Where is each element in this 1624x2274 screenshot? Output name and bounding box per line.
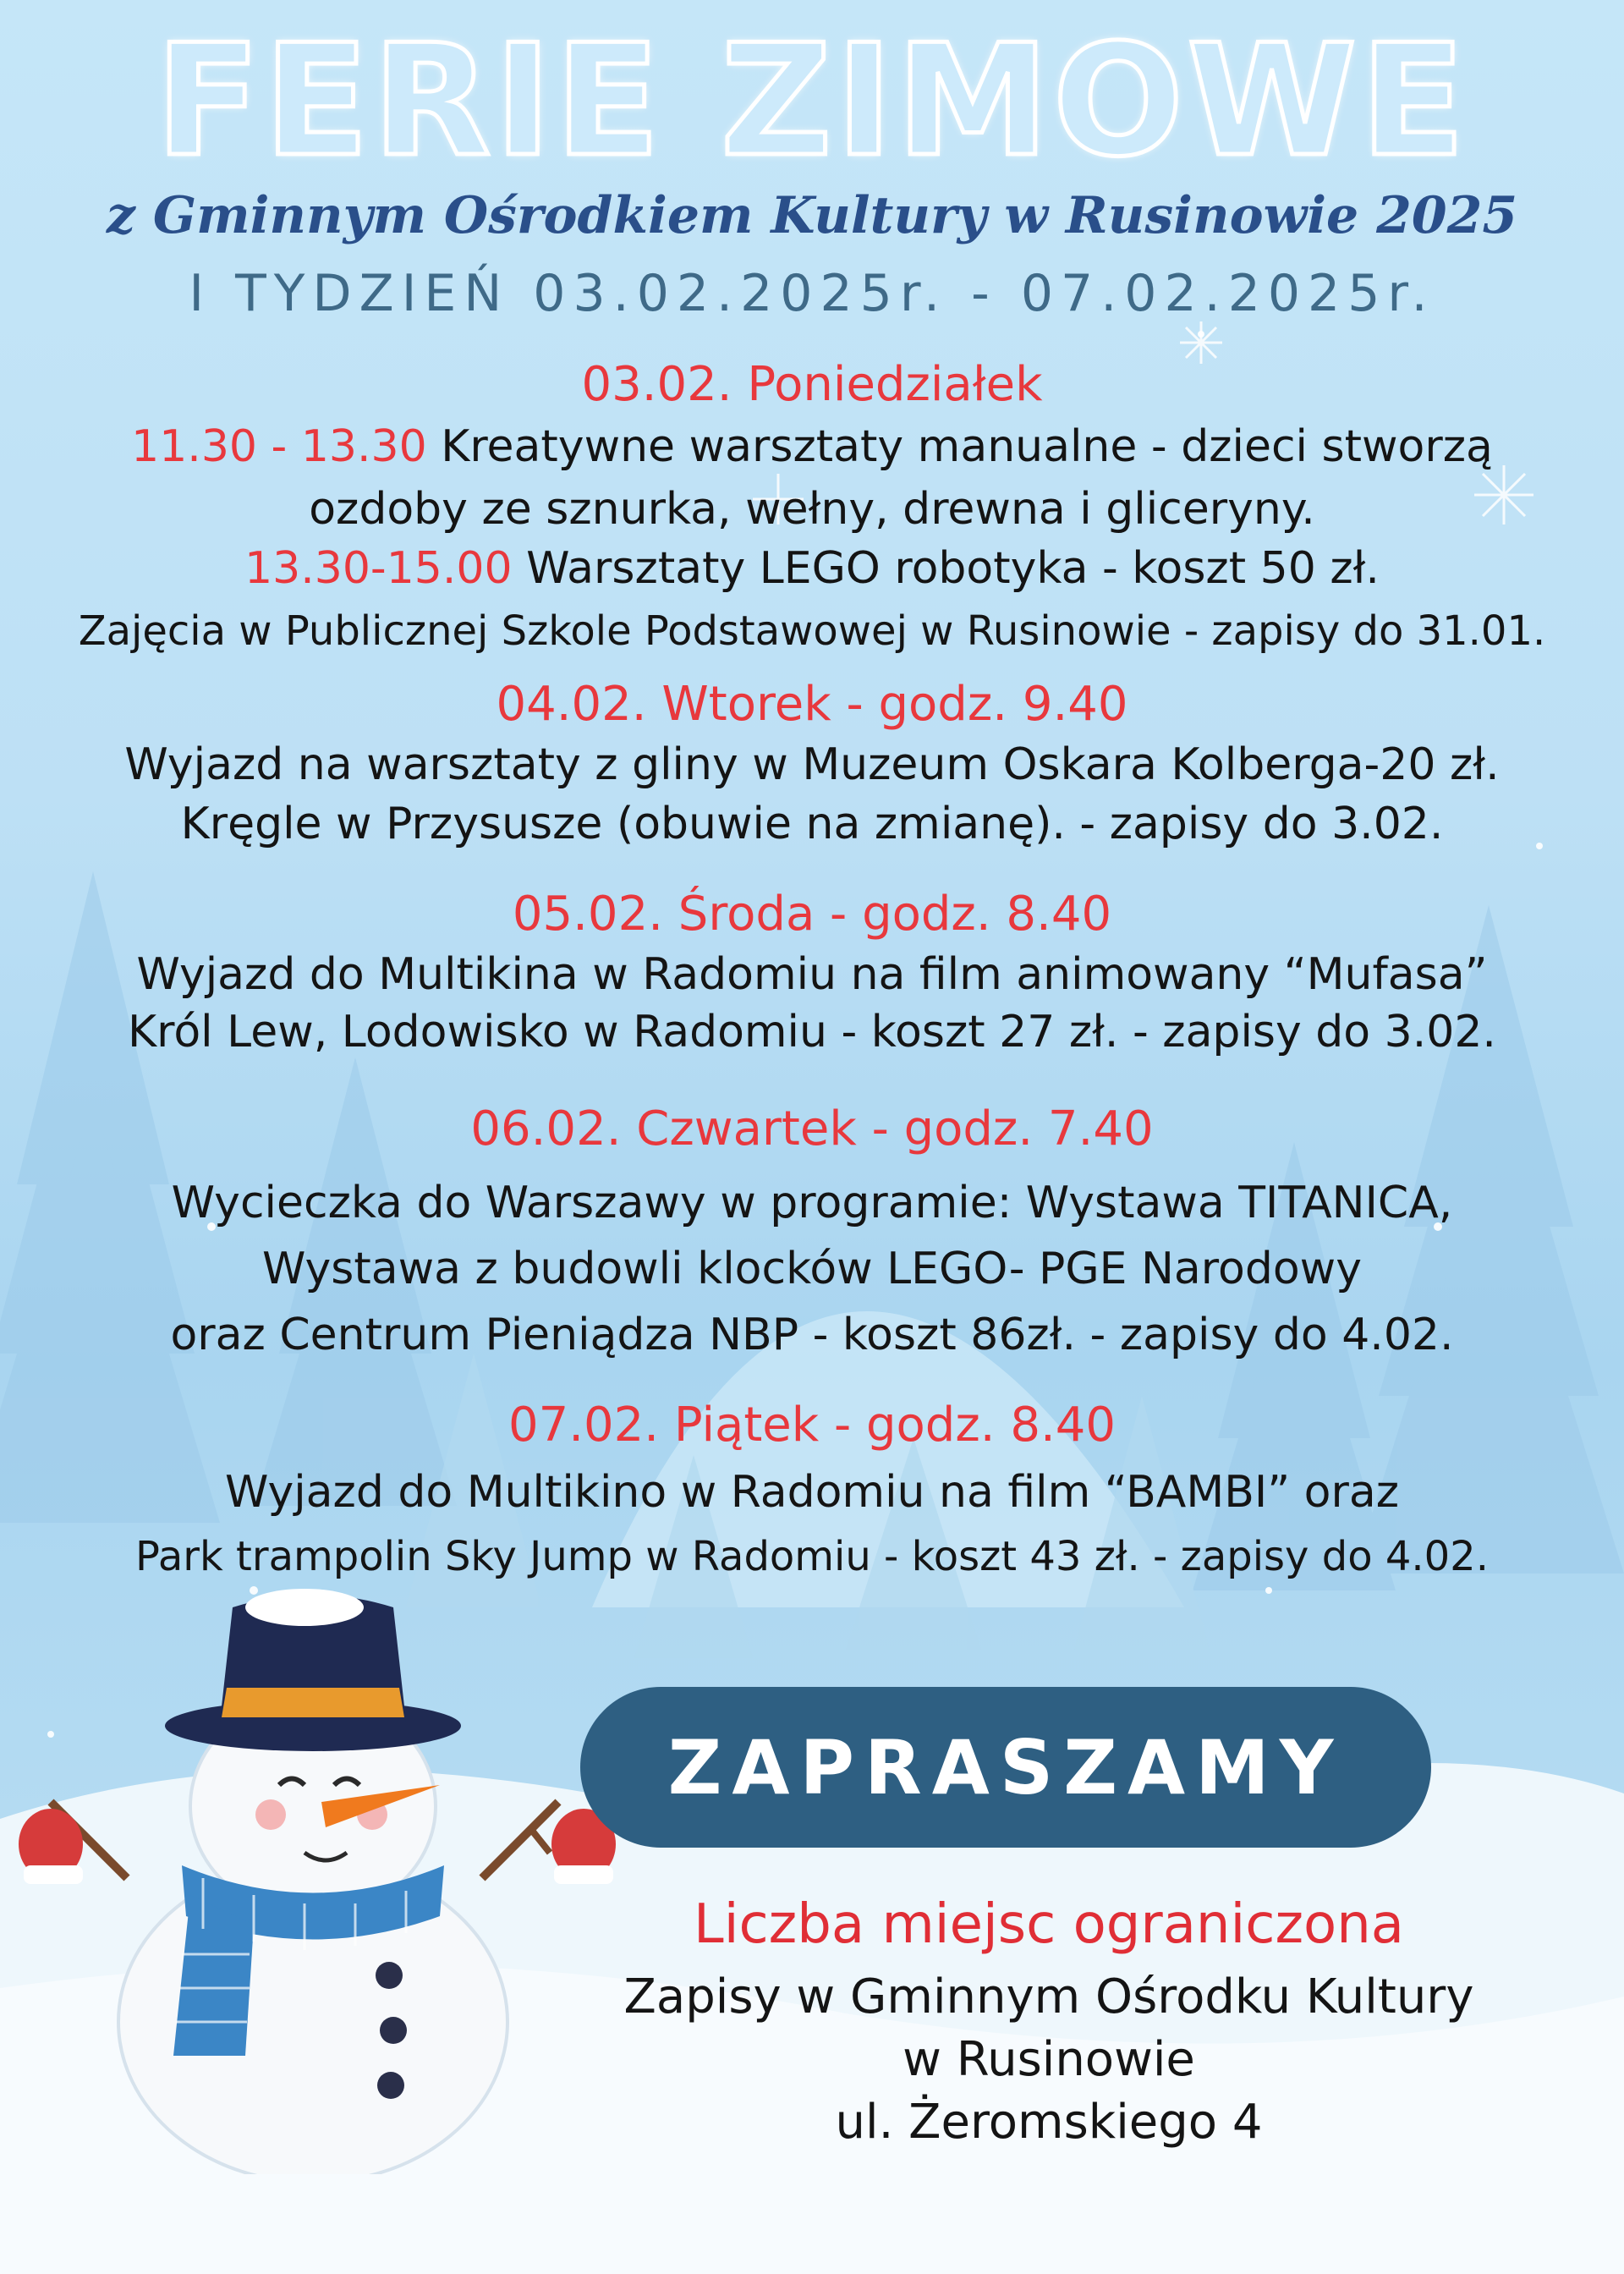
- thursday-line-3: oraz Centrum Pieniądza NBP - koszt 86zł. - zapisy do 4.02.: [170, 1310, 1454, 1360]
- tuesday-line-2: Kręgle w Przysusze (obuwie na zmianę). - zapisy do 3.02.: [180, 799, 1444, 849]
- invite-banner: ZAPRASZAMY: [580, 1687, 1431, 1848]
- day-heading-friday: 07.02. Piątek - godz. 8.40: [508, 1398, 1116, 1453]
- friday-line-2: Park trampolin Sky Jump w Radomiu - koszt 43 zł. - zapisy do 4.02.: [135, 1533, 1489, 1580]
- monday-line-2: ozdoby ze sznurka, wełny, drewna i gliceryny.: [309, 484, 1315, 535]
- monday-time-2: 13.30-15.00: [244, 543, 513, 594]
- thursday-line-1: Wycieczka do Warszawy w programie: Wystawa TITANICA,: [171, 1178, 1453, 1228]
- monday-time-1: 11.30 - 13.30: [131, 421, 427, 472]
- friday-line-1: Wyjazd do Multikino w Radomiu na film “BAMBI” oraz: [224, 1467, 1400, 1518]
- tuesday-line-1: Wyjazd na warsztaty z gliny w Muzeum Oskara Kolberga-20 zł.: [124, 739, 1500, 790]
- monday-line-1: [0, 421, 1624, 472]
- monday-text-1: Kreatywne warsztaty manualne - dzieci stworzą: [426, 421, 1493, 472]
- monday-line-3: [0, 543, 1624, 594]
- page-subtitle: z Gminnym Ośrodkiem Kultury w Rusinowie 2025: [106, 186, 1518, 245]
- monday-text-3: Warsztaty LEGO robotyka - koszt 50 zł.: [512, 543, 1380, 594]
- page-title: FERIE ZIMOWE: [155, 11, 1469, 190]
- signup-location-line-2: w Rusinowie: [903, 2032, 1195, 2087]
- week-range: I TYDZIEŃ 03.02.2025r. - 07.02.2025r.: [189, 264, 1435, 323]
- thursday-line-2: Wystawa z budowli klocków LEGO- PGE Narodowy: [262, 1244, 1362, 1294]
- monday-line-4: Zajęcia w Publicznej Szkole Podstawowej w Rusinowie - zapisy do 31.01.: [78, 607, 1546, 655]
- signup-address: ul. Żeromskiego 4: [835, 2095, 1263, 2150]
- wednesday-line-2: Król Lew, Lodowisko w Radomiu - koszt 27 zł. - zapisy do 3.02.: [128, 1007, 1496, 1057]
- day-heading-monday: 03.02. Poniedziałek: [581, 357, 1043, 412]
- signup-location-line-1: Zapisy w Gminnym Ośrodku Kultury: [623, 1969, 1474, 2024]
- wednesday-line-1: Wyjazd do Multikina w Radomiu na film animowany “Mufasa”: [136, 949, 1488, 1000]
- day-heading-wednesday: 05.02. Środa - godz. 8.40: [512, 887, 1112, 942]
- day-heading-tuesday: 04.02. Wtorek - godz. 9.40: [496, 677, 1128, 732]
- limited-seats-notice: Liczba miejsc ograniczona: [694, 1893, 1404, 1956]
- day-heading-thursday: 06.02. Czwartek - godz. 7.40: [470, 1101, 1154, 1156]
